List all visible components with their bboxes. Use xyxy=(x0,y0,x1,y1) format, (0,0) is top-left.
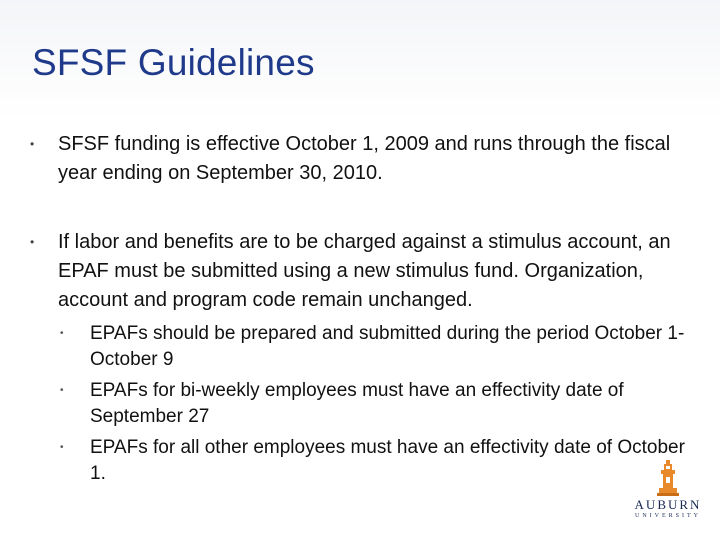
bullet-text: If labor and benefits are to be charged against a stimulus account, an EPAF must be submitted using a new stimulus fund. Organization, account and program code remain unchanged. xyxy=(58,231,671,311)
sub-bullet-text: EPAFs should be prepared and submitted during the period October 1- October 9 xyxy=(90,323,685,370)
bullet-list xyxy=(28,130,693,487)
sub-bullet-dot-icon: • xyxy=(60,385,64,396)
sub-bullet-text: EPAFs for bi-weekly employees must have an effectivity date of September 27 xyxy=(90,380,624,427)
slide-title: SFSF Guidelines xyxy=(32,42,315,83)
bullet-item xyxy=(28,130,693,188)
sub-bullet-item xyxy=(58,435,693,487)
sub-bullet-item xyxy=(58,378,693,430)
bullet-dot-icon: • xyxy=(30,235,35,249)
sub-bullet-dot-icon: • xyxy=(60,328,64,339)
sub-bullet-dot-icon: • xyxy=(60,442,64,453)
auburn-tower-icon xyxy=(657,460,679,496)
bullet-item xyxy=(28,228,693,315)
logo-subtitle: UNIVERSITY xyxy=(635,513,701,519)
sub-bullet-text: EPAFs for all other employees must have an effectivity date of October 1. xyxy=(90,437,685,484)
sub-bullet-list xyxy=(58,321,693,487)
sub-bullet-item xyxy=(58,321,693,373)
logo-name: AUBURN xyxy=(634,497,702,512)
bullet-text: SFSF funding is effective October 1, 2009 and runs through the fiscal year ending on September 30, 2010. xyxy=(58,133,671,184)
bullet-dot-icon: • xyxy=(30,137,35,151)
auburn-logo xyxy=(628,460,708,532)
